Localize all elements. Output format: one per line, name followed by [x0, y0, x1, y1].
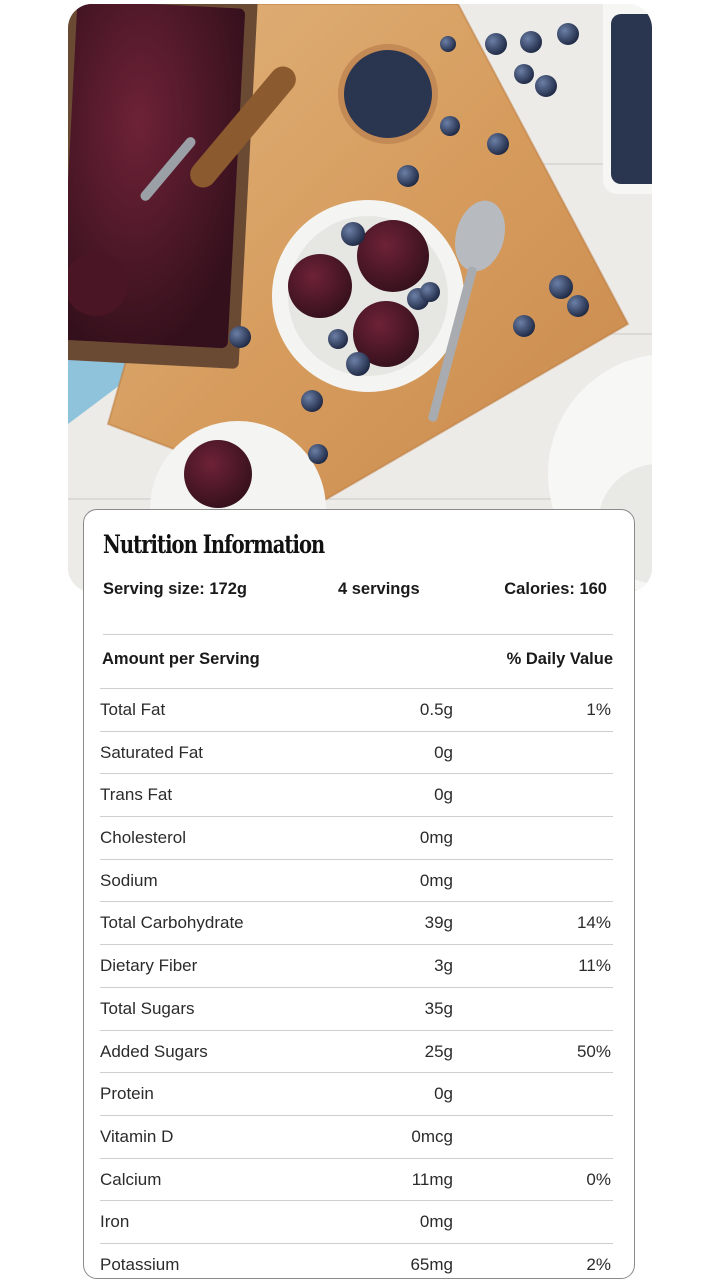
- nutrition-card: [83, 509, 635, 1279]
- nutrient-amount: 39g: [424, 913, 453, 933]
- nutrient-name: Potassium: [100, 1254, 180, 1274]
- nutrient-name: Cholesterol: [100, 828, 186, 848]
- amount-header: Amount per Serving: [102, 650, 260, 668]
- nutrient-daily-value: 2%: [586, 1254, 611, 1274]
- serving-summary: [84, 580, 634, 602]
- nutrient-row: [100, 816, 613, 859]
- daily-value-header: % Daily Value: [506, 650, 613, 668]
- nutrient-row: [100, 944, 613, 987]
- divider: [103, 634, 613, 635]
- nutrient-amount: 0mcg: [411, 1126, 453, 1146]
- nutrient-amount: 65mg: [410, 1254, 453, 1274]
- nutrient-name: Sodium: [100, 870, 158, 890]
- nutrient-amount: 25g: [424, 1041, 453, 1061]
- nutrient-row: [100, 987, 613, 1030]
- nutrient-amount: 0mg: [419, 870, 453, 890]
- nutrient-row: [100, 901, 613, 944]
- recipe-photo: [68, 4, 652, 592]
- nutrient-row: [100, 1072, 613, 1115]
- nutrient-name: Protein: [100, 1084, 154, 1104]
- nutrient-daily-value: 0%: [586, 1169, 611, 1189]
- nutrient-amount: 3g: [434, 956, 453, 976]
- nutrient-row: [100, 1030, 613, 1073]
- serving-size: Serving size: 172g: [103, 580, 247, 598]
- nutrient-name: Saturated Fat: [100, 742, 204, 762]
- nutrient-amount: 35g: [424, 998, 453, 1018]
- nutrient-daily-value: 50%: [576, 1041, 611, 1061]
- nutrient-amount: 0g: [434, 785, 453, 805]
- nutrient-name: Iron: [100, 1212, 130, 1232]
- nutrient-name: Total Fat: [100, 700, 166, 719]
- nutrient-daily-value: 1%: [586, 700, 611, 719]
- nutrient-daily-value: 11%: [578, 956, 611, 976]
- nutrient-amount: 0g: [434, 1084, 453, 1104]
- calories: Calories: 160: [504, 580, 607, 598]
- nutrient-amount: 0mg: [419, 1212, 453, 1232]
- nutrient-name: Total Sugars: [100, 998, 195, 1018]
- nutrition-title: Nutrition Information: [103, 530, 325, 559]
- nutrient-amount: 0mg: [419, 828, 453, 848]
- nutrient-name: Calcium: [100, 1169, 162, 1189]
- nutrient-row: [100, 773, 613, 816]
- nutrient-row: [100, 859, 613, 902]
- nutrient-row: [100, 1243, 613, 1286]
- nutrient-row: [100, 688, 613, 731]
- nutrient-row: [100, 731, 613, 774]
- nutrient-amount: 0.5g: [419, 700, 453, 719]
- nutrient-amount: 0g: [434, 742, 453, 762]
- nutrient-row: [100, 1115, 613, 1158]
- nutrient-name: Vitamin D: [100, 1126, 174, 1146]
- nutrient-daily-value: 14%: [576, 913, 611, 933]
- nutrient-name: Total Carbohydrate: [100, 913, 244, 933]
- servings-count: 4 servings: [338, 580, 420, 598]
- nutrient-name: Dietary Fiber: [100, 956, 198, 976]
- nutrient-name: Trans Fat: [100, 785, 173, 805]
- nutrient-row: [100, 1158, 613, 1201]
- nutrient-amount: 11mg: [411, 1169, 453, 1189]
- nutrient-table: [84, 688, 634, 1286]
- nutrient-name: Added Sugars: [100, 1041, 208, 1061]
- nutrient-row: [100, 1200, 613, 1243]
